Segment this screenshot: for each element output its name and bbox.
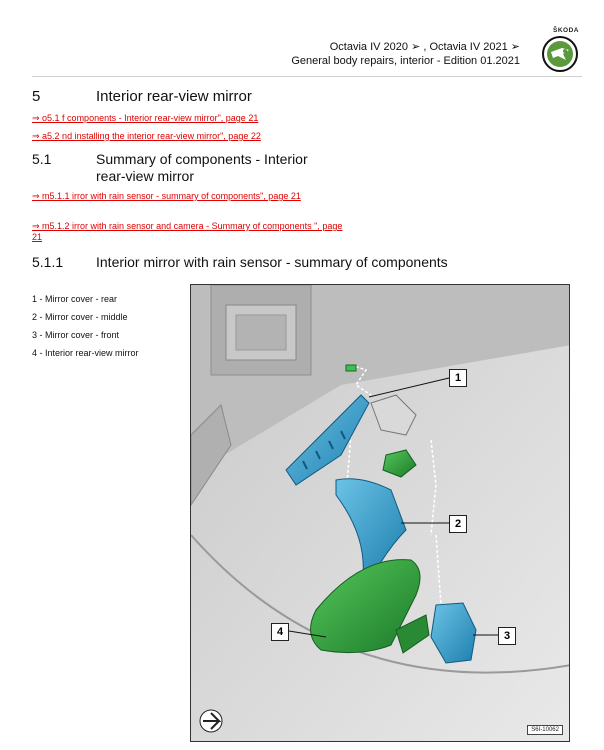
callout-4: 4: [271, 623, 289, 641]
figure-id: S6I-10062: [527, 725, 563, 735]
subsection-heading: [32, 151, 316, 185]
header-model-line: Octavia IV 2020 ➢ , Octavia IV 2021 ➢: [329, 41, 520, 53]
subsubsection-number: 5.1.1: [32, 254, 64, 270]
callout-2: 2: [449, 515, 467, 533]
exploded-view-figure: [190, 284, 570, 742]
legend-item: 4 - Interior rear-view mirror: [32, 348, 139, 358]
section-link[interactable]: ⇒ a5.2 nd installing the interior rear-view mirror", page 22: [32, 131, 261, 141]
subsubsection-title: Interior mirror with rain sensor - summary of components: [96, 254, 448, 270]
section-heading: [32, 88, 252, 105]
section-title: Interior rear-view mirror: [96, 88, 252, 105]
subsection-title: Summary of components - Interior rear-view mirror: [96, 151, 308, 184]
skoda-logo-icon: [542, 36, 578, 72]
subsection-link[interactable]: ⇒ m5.1.1 irror with rain sensor - summary of components", page 21: [32, 191, 301, 201]
brand-name: ŠKODA: [553, 27, 579, 34]
subsection-link[interactable]: ⇒ m5.1.2 irror with rain sensor and camera - Summary of components ", page 21: [32, 221, 343, 242]
header-manual-line: General body repairs, interior - Edition 01.2021: [291, 55, 520, 67]
section-link[interactable]: ⇒ o5.1 f components - Interior rear-view mirror", page 21: [32, 113, 259, 123]
mirror-illustration: [191, 285, 570, 742]
subsection-number: 5.1: [32, 151, 52, 167]
section-number: 5: [32, 88, 41, 105]
callout-1: 1: [449, 369, 467, 387]
legend-item: 3 - Mirror cover - front: [32, 330, 120, 340]
component-legend: [32, 290, 139, 362]
header-divider: [32, 76, 582, 77]
legend-item: 2 - Mirror cover - middle: [32, 312, 128, 322]
subsubsection-heading: [32, 254, 448, 270]
legend-item: 1 - Mirror cover - rear: [32, 294, 118, 304]
callout-3: 3: [498, 627, 516, 645]
